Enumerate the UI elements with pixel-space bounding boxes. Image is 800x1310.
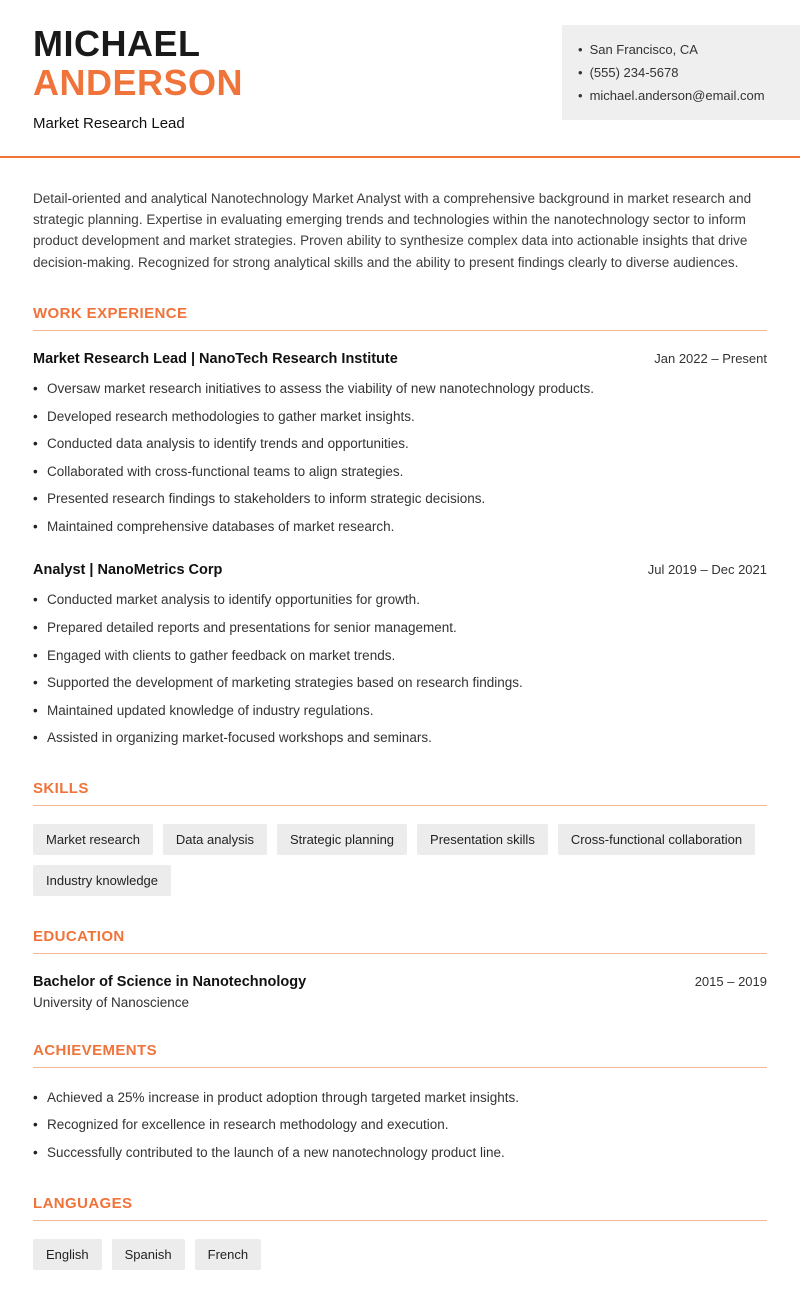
education-dates: 2015 – 2019 [694, 973, 767, 989]
skill-chip: Presentation skills [417, 824, 548, 855]
skill-chip: Data analysis [163, 824, 267, 855]
bullet-item: • Collaborated with cross-functional teams to align strategies. [33, 462, 767, 482]
skills-heading: SKILLS [33, 780, 767, 806]
bullet-item: • Engaged with clients to gather feedback on market trends. [33, 646, 767, 666]
contact-email-text: michael.anderson@email.com [589, 88, 765, 104]
bullet-item: • Recognized for excellence in research methodology and execution. [33, 1115, 767, 1135]
bullet-item: • Successfully contributed to the launch of a new nanotechnology product line. [33, 1143, 767, 1163]
work-experience-heading: WORK EXPERIENCE [33, 305, 767, 331]
section-education [33, 928, 767, 1010]
skill-chip: Market research [33, 824, 153, 855]
languages-chip-list [33, 1239, 767, 1270]
job-entry [33, 562, 767, 747]
contact-box [562, 25, 800, 120]
bullet-icon: • [578, 65, 583, 81]
bullet-item: • Achieved a 25% increase in product adoption through targeted market insights. [33, 1088, 767, 1108]
job-entry [33, 351, 767, 536]
contact-phone [578, 61, 784, 84]
skill-chip: Strategic planning [277, 824, 407, 855]
job-dates: Jan 2022 – Present [654, 351, 767, 367]
contact-email [578, 84, 784, 107]
job-header [33, 562, 767, 578]
summary-paragraph: Detail-oriented and analytical Nanotechnology Market Analyst with a comprehensive background in market research and strategic planning. Expertise in evaluating emerging trends and technologies within the nanotechnology sector to inform product development and market strategies. Proven ability to synthesize complex data into actionable insights that drive decision-making. Recognized for strong analytical skills and the ability to present findings clearly to diverse audiences. [33, 190, 752, 270]
bullet-item: • Assisted in organizing market-focused workshops and seminars. [33, 728, 767, 748]
section-languages [33, 1195, 767, 1270]
bullet-icon: • [578, 88, 583, 104]
bullet-item: • Conducted market analysis to identify opportunities for growth. [33, 590, 767, 610]
skill-chip: Industry knowledge [33, 865, 171, 896]
bullet-item: • Oversaw market research initiatives to assess the viability of new nanotechnology products. [33, 379, 767, 399]
achievements-bullet-list [33, 1088, 767, 1163]
education-degree: Bachelor of Science in Nanotechnology [33, 973, 307, 990]
job-headline: Market Research Lead [33, 114, 185, 132]
section-achievements [33, 1042, 767, 1163]
language-chip: French [195, 1239, 261, 1270]
bullet-item: • Conducted data analysis to identify trends and opportunities. [33, 434, 767, 454]
job-header [33, 351, 767, 367]
header [0, 0, 800, 132]
section-skills [33, 780, 767, 896]
section-work-experience [33, 305, 767, 748]
contact-location-text: San Francisco, CA [589, 42, 698, 57]
first-name: MICHAEL [33, 23, 201, 64]
bullet-item: • Maintained updated knowledge of industry regulations. [33, 701, 767, 721]
bullet-item: • Presented research findings to stakeholders to inform strategic decisions. [33, 489, 767, 509]
bullet-item: • Maintained comprehensive databases of market research. [33, 517, 767, 537]
job-title: Market Research Lead | NanoTech Research Institute [33, 351, 398, 368]
header-divider [0, 156, 800, 158]
last-name: ANDERSON [33, 61, 244, 103]
resume-content [0, 188, 800, 1310]
job-dates: Jul 2019 – Dec 2021 [647, 562, 767, 578]
job-bullet-list [33, 379, 767, 536]
name-block [0, 25, 243, 132]
job-title: Analyst | NanoMetrics Corp [33, 562, 223, 579]
languages-heading: LANGUAGES [33, 1195, 767, 1221]
contact-location [578, 38, 784, 61]
bullet-item: • Supported the development of marketing strategies based on research findings. [33, 673, 767, 693]
bullet-icon: • [578, 42, 583, 57]
education-entry [33, 974, 767, 990]
bullet-item: • Prepared detailed reports and presentations for senior management. [33, 618, 767, 638]
bullet-item: • Developed research methodologies to gather market insights. [33, 407, 767, 427]
language-chip: Spanish [112, 1239, 185, 1270]
achievements-heading: ACHIEVEMENTS [33, 1042, 767, 1068]
education-school: University of Nanoscience [33, 994, 190, 1010]
job-bullet-list [33, 590, 767, 747]
skills-chip-list [33, 824, 767, 896]
contact-phone-text: (555) 234-5678 [589, 65, 679, 81]
skill-chip: Cross-functional collaboration [558, 824, 755, 855]
language-chip: English [33, 1239, 102, 1270]
education-heading: EDUCATION [33, 928, 767, 954]
